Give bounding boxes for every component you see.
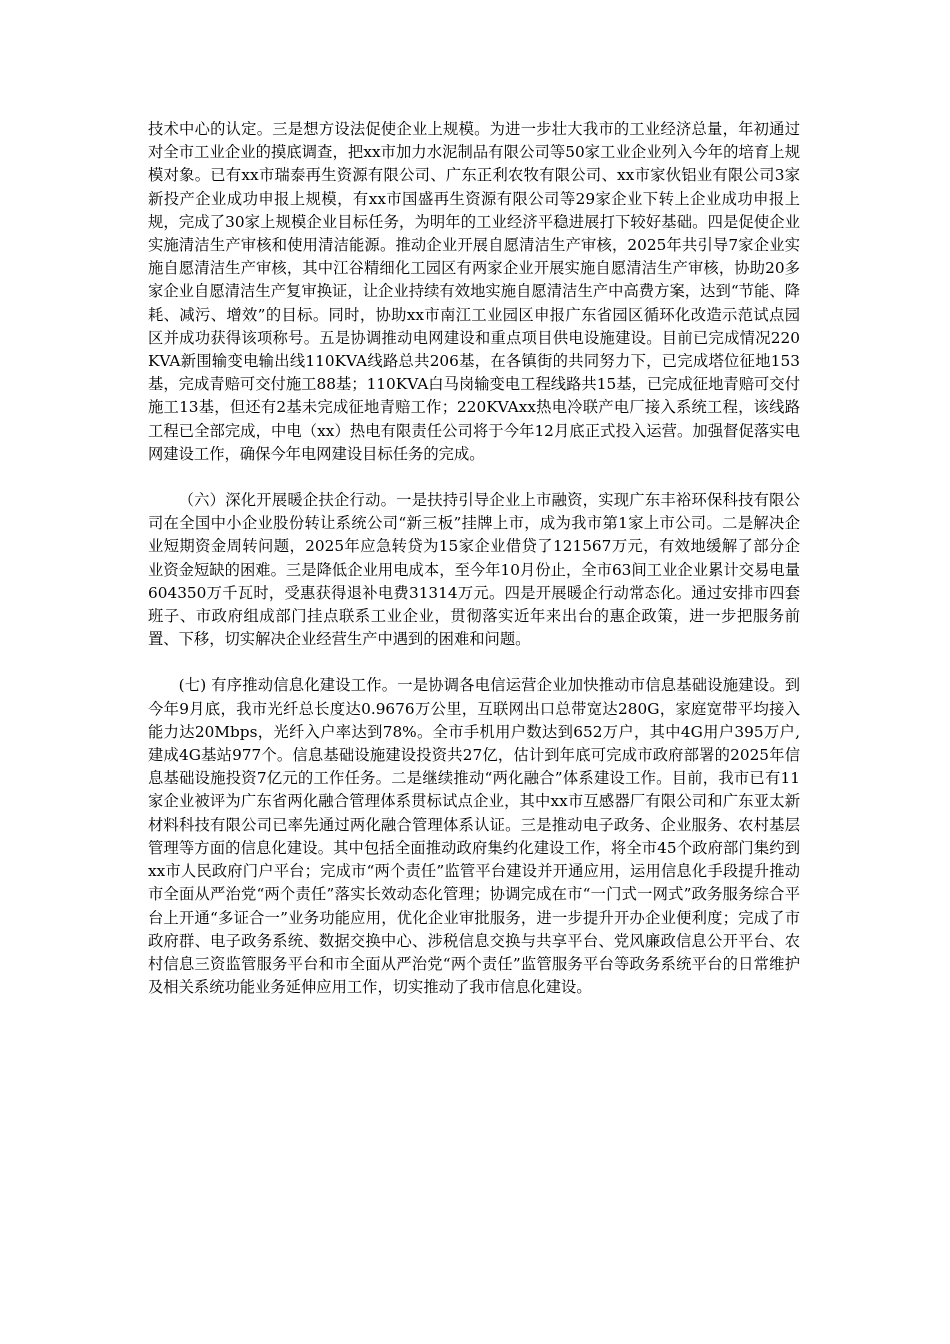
- paragraph-section-7: (七) 有序推动信息化建设工作。一是协调各电信运营企业加快推动市信息基础设施建设。到今年9月底，我市光纤总长度达0.9676万公里，互联网出口总带宽达280G，家庭宽带平均接入能力达20Mbps，光纤入户率达到78%。全市手机用户数达到652万户，其中4G用户395万户,建成4G基站977个。信息基础设施建设投资共27亿，估计到年底可完成市政府部署的2025年信息基础设施投资7亿元的工作任务。二是继续推动“两化融合”体系建设工作。目前，我市已有11家企业被评为广东省两化融合管理体系贯标试点企业，其中xx市互感器厂有限公司和广东亚太新材料科技有限公司已率先通过两化融合管理体系认证。三是推动电子政务、企业服务、农村基层管理等方面的信息化建设。其中包括全面推动政府集约化建设工作，将全市45个政府部门集约到xx市人民政府门户平台；完成市“两个责任”监管平台建设并开通应用，运用信息化手段提升推动市全面从严治党“两个责任”落实长效动态化管理；协调完成在市“一门式一网式”政务服务综合平台上开通“多证合一”业务功能应用，优化企业审批服务，进一步提升开办企业便利度；完成了市政府群、电子政务系统、数据交换中心、涉税信息交换与共享平台、党风廉政信息公开平台、农村信息三资监管服务平台和市全面从严治党“两个责任”监管服务平台等政务系统平台的日常维护及相关系统功能业务延伸应用工作，切实推动了我市信息化建设。: [148, 676, 800, 997]
- document-page: [148, 118, 800, 999]
- paragraph-continued-section: 技术中心的认定。三是想方设法促使企业上规模。为进一步壮大我市的工业经济总量，年初通过对全市工业企业的摸底调查，把xx市加力水泥制品有限公司等50家工业企业列入今年的培育上规模对象。已有xx市瑞泰再生资源有限公司、广东正利农牧有限公司、xx市家伙铝业有限公司3家新投产企业成功申报上规模，有xx市国盛再生资源有限公司等29家企业下转上企业成功申报上规，完成了30家上规模企业目标任务，为明年的工业经济平稳进展打下较好基础。四是促使企业实施清洁生产审核和使用清洁能源。推动企业开展自愿清洁生产审核，2025年共引导7家企业实施自愿清洁生产审核，其中江谷精细化工园区有两家企业开展实施自愿清洁生产审核，协助20多家企业自愿清洁生产复审换证，让企业持续有效地实施自愿清洁生产中高费方案，达到“节能、降耗、减污、增效”的目标。同时，协助xx市南江工业园区申报广东省园区循环化改造示范试点园区并成功获得该项称号。五是协调推动电网建设和重点项目供电设施建设。目前已完成情况220KVA新围输变电输出线110KVA线路总共206基，在各镇街的共同努力下，已完成塔位征地153基，完成青赔可交付施工88基；110KVA白马岗输变电工程线路共15基，已完成征地青赔可交付施工13基，但还有2基未完成征地青赔工作；220KVAxx热电冷联产电厂接入系统工程，该线路工程已全部完成，中电（xx）热电有限责任公司将于今年12月底正式投入运营。加强督促落实电网建设工作，确保今年电网建设目标任务的完成。: [148, 120, 800, 463]
- paragraph-section-6: （六）深化开展暖企扶企行动。一是扶持引导企业上市融资，实现广东丰裕环保科技有限公司在全国中小企业股份转让系统公司“新三板”挂牌上市，成为我市第1家上市公司。二是解决企业短期资金周转问题，2025年应急转贷为15家企业借贷了121567万元，有效地缓解了部分企业资金短缺的困难。三是降低企业用电成本，至今年10月份止，全市63间工业企业累计交易电量604350万千瓦时，受惠获得退补电费31314万元。四是开展暖企行动常态化。通过安排市四套班子、市政府组成部门挂点联系工业企业，贯彻落实近年来出台的惠企政策，进一步把服务前置、下移，切实解决企业经营生产中遇到的困难和问题。: [148, 491, 800, 649]
